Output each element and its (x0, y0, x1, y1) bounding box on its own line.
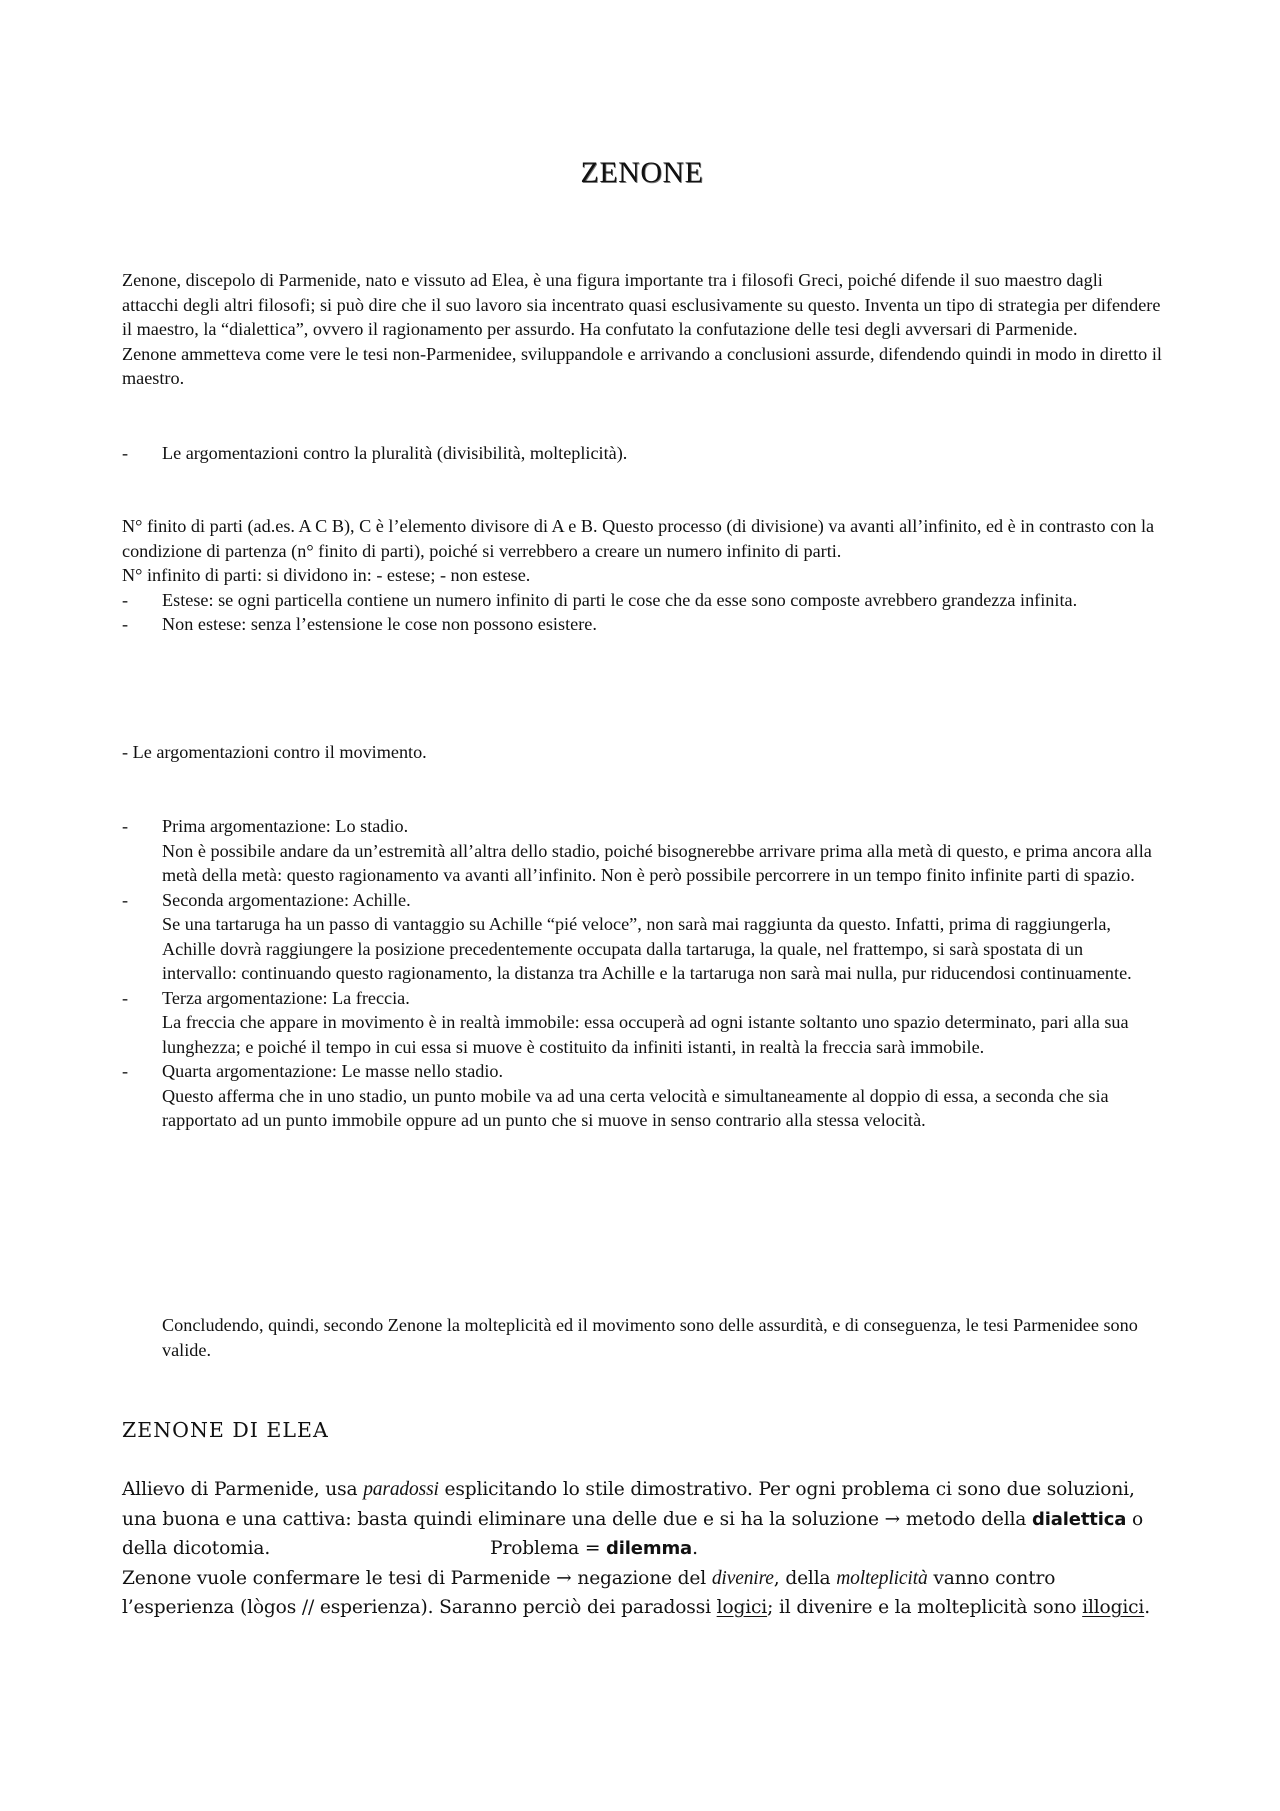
elea-section (122, 1475, 1162, 1623)
text-run: Zenone vuole confermare le tesi di Parmenide (122, 1567, 557, 1589)
argument-masse (122, 1059, 1162, 1133)
elea-paragraph-2 (122, 1564, 1162, 1623)
argument-heading: Quarta argomentazione: Le masse nello stadio. (162, 1061, 504, 1081)
arrow-icon: → (884, 1508, 901, 1530)
bullet-dash: - (122, 614, 129, 634)
bullet-dash: - (122, 443, 129, 463)
dilemma-term: dilemma (606, 1538, 693, 1559)
bullet-dash: - (122, 589, 129, 610)
plurality-heading-text: Le argomentazioni contro la pluralità (divisibilità, molteplicità). (162, 443, 628, 463)
bullet-dash: - (122, 1061, 129, 1081)
text-run: . (1144, 1597, 1150, 1618)
intro-section (122, 268, 1162, 391)
list-item (122, 588, 1162, 613)
text-run: o della dicotomia. (122, 1508, 1144, 1559)
list-item (122, 612, 1162, 637)
argument-text: Non è possibile andare da un’estremità all’altra dello stadio, poiché bisognerebbe arrivare prima alla metà di questo, e prima ancora alla metà della metà: questo ragionamento va avanti all’infinito. Non è però possibile percorrere in un tempo finito infinite parti di spazio. (162, 840, 1152, 885)
argument-heading: Prima argomentazione: Lo stadio. (162, 816, 409, 836)
text-run: esplicitando lo stile dimostrativo. Per ogni problema ci sono due soluzioni, una buona e una cattiva: basta quindi eliminare una delle due e si ha la soluzione (122, 1479, 1135, 1530)
section-title: ZENONE DI ELEA (122, 1418, 329, 1442)
text-run: ; il divenire e la molteplicità sono (767, 1597, 1083, 1618)
dialettica-term: dialettica (1031, 1508, 1127, 1530)
bullet-dash: - (122, 889, 129, 910)
intro-paragraph-2: Zenone ammetteva come vere le tesi non-Parmenidee, sviluppandole e arrivando a conclusioni assurde, difendendo quindi in modo in diretto il maestro. (122, 343, 1162, 388)
finite-parts-paragraph: N° finito di parti (ad.es. A C B), C è l’elemento divisore di A e B. Questo processo (di divisione) va avanti all’infinito, ed è in contrasto con la condizione di partenza (n° finito di parti), poiché si verrebbero a creare un numero infinito di parti. (122, 516, 1155, 561)
text-run: , della (773, 1567, 837, 1589)
text-run: metodo della (900, 1508, 1032, 1530)
bullet-dash: - (122, 816, 129, 836)
infinite-parts-paragraph: N° infinito di parti: si dividono in: - estese; - non estese. (122, 565, 531, 585)
plurality-heading (122, 441, 1202, 466)
text-run: Problema = (490, 1538, 607, 1559)
movement-arguments (122, 814, 1162, 1133)
text-run: negazione del (571, 1567, 712, 1589)
illogici-term: illogici (1082, 1597, 1145, 1618)
text-run: Allievo di Parmenide, usa (122, 1479, 364, 1500)
argument-freccia (122, 986, 1162, 1060)
plurality-section (122, 514, 1162, 637)
bullet-dash: - (122, 987, 129, 1008)
molteplicita-term: molteplicità (836, 1567, 928, 1589)
paradossi-term: paradossi (363, 1479, 439, 1500)
intro-paragraph-1: Zenone, discepolo di Parmenide, nato e vissuto ad Elea, è una figura importante tra i filosofi Greci, poiché difende il suo maestro dagli attacchi degli altri filosofi; si può dire che il suo lavoro sia incentrato quasi esclusivamente su questo. Inventa un tipo di strategia per difendere il maestro, la “dialettica”, ovvero il ragionamento per assurdo. Ha confutato la confutazione delle tesi degli avversari di Parmenide. (122, 270, 1161, 339)
text-run: . (692, 1538, 698, 1559)
logici-term: logici (716, 1597, 768, 1618)
list-item-text: Estese: se ogni particella contiene un numero infinito di parti le cose che da esse sono composte avrebbero grandezza infinita. (162, 589, 1078, 610)
movement-heading: - Le argomentazioni contro il movimento. (122, 742, 427, 762)
text-run: vanno contro l’esperienza (lògos // esperienza). Saranno perciò dei paradossi (122, 1567, 1056, 1618)
elea-paragraph-1 (122, 1475, 1162, 1564)
list-item-text: Non estese: senza l’estensione le cose non possono esistere. (162, 614, 597, 634)
argument-heading: Terza argomentazione: La freccia. (162, 987, 410, 1008)
argument-text: La freccia che appare in movimento è in realtà immobile: essa occuperà ad ogni istante soltanto uno spazio determinato, pari alla sua lunghezza; e poiché il tempo in cui essa si muove è costituito da infiniti istanti, in realtà la freccia sarà immobile. (162, 1012, 1129, 1057)
divenire-term: divenire (711, 1567, 774, 1589)
argument-stadio (122, 814, 1162, 888)
argument-text: Se una tartaruga ha un passo di vantaggio su Achille “pié veloce”, non sarà mai raggiunta da questo. Infatti, prima di raggiungerla, Achille dovrà raggiungere la posizione precedentemente occupata dalla tartaruga, la quale, nel frattempo, si sarà spostata di un intervallo: continuando questo ragionamento, la distanza tra Achille e la tartaruga non sarà mai nulla, pur riducendosi continuamente. (162, 914, 1132, 983)
conclusion-paragraph: Concludendo, quindi, secondo Zenone la molteplicità ed il movimento sono delle assurdità, e di conseguenza, le tesi Parmenidee sono valide. (162, 1315, 1138, 1360)
argument-text: Questo afferma che in uno stadio, un punto mobile va ad una certa velocità e simultaneamente al doppio di essa, a seconda che sia rapportato ad un punto immobile oppure ad un punto che si muove in senso contrario alla stessa velocità. (162, 1085, 1109, 1130)
argument-heading: Seconda argomentazione: Achille. (162, 889, 411, 910)
arrow-icon: → (556, 1567, 572, 1589)
page-title: ZENONE (580, 156, 704, 189)
argument-achille (122, 888, 1162, 986)
